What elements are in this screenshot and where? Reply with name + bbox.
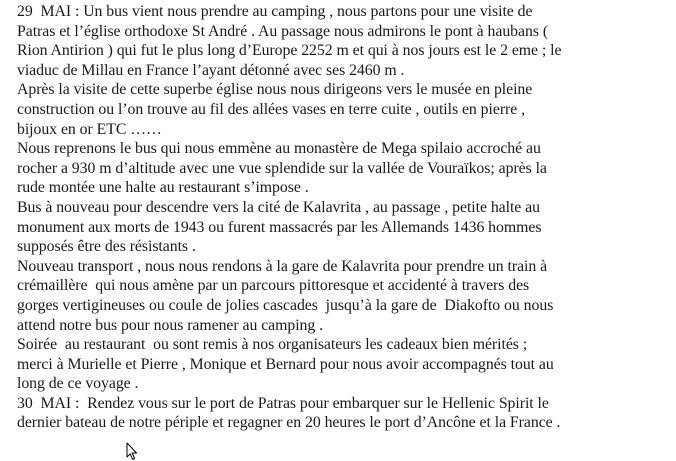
- text-line: merci à Murielle et Pierre , Monique et Bernard pour nous avoir accompagnés tout au: [17, 355, 554, 373]
- text-line: Patras et l’église orthodoxe St André . Au passage nous admirons le pont à haubans (: [17, 22, 549, 40]
- text-line: dernier bateau de notre périple et regagner en 20 heures le port d’Ancône et la France .: [17, 414, 561, 432]
- text-line: 29 MAI : Un bus vient nous prendre au camping , nous partons pour une visite de: [17, 3, 533, 20]
- text-line: Soirée au restaurant ou sont remis à nos organisateurs les cadeaux bien mérités ;: [17, 336, 528, 354]
- text-line: attend notre bus pour nous ramener au camping .: [17, 316, 324, 334]
- text-line: construction ou l’on trouve au fil des allées vases en terre cuite , outils en pierre ,: [17, 100, 526, 118]
- document-body: [17, 2, 667, 433]
- text-line: 30 MAI : Rendez vous sur le port de Patras pour embarquer sur le Hellenic Spirit le: [17, 394, 549, 412]
- text-line: crémaillère qui nous amène par un parcours pittoresque et accidenté à travers des: [17, 277, 530, 295]
- text-line: Nous reprenons le bus qui nous emmène au monastère de Mega spilaio accroché au: [17, 140, 541, 158]
- text-line: rude montée une halte au restaurant s’impose .: [17, 179, 309, 197]
- text-line: monument aux morts de 1943 ou furent massacrés par les Allemands 1436 hommes: [17, 218, 542, 236]
- text-line: Bus à nouveau pour descendre vers la cité de Kalavrita , au passage , petite halte au: [17, 198, 540, 216]
- text-line: Nouveau transport , nous nous rendons à la gare de Kalavrita pour prendre un train à: [17, 257, 548, 275]
- text-line: Rion Antirion ) qui fut le plus long d’Europe 2252 m et qui à nos jours est le 2 eme ; le: [17, 42, 562, 60]
- text-line: rocher a 930 m d’altitude avec une vue splendide sur la vallée de Vouraïkos; après la: [17, 159, 547, 177]
- mouse-pointer-icon: [126, 442, 138, 461]
- text-line: Après la visite de cette superbe église nous nous dirigeons vers le musée en pleine: [17, 81, 533, 99]
- text-line: supposés être des résistants .: [17, 238, 196, 256]
- text-line: viaduc de Millau en France l’ayant détonné avec ses 2460 m .: [17, 61, 405, 79]
- text-line: gorges vertigineuses ou coule de jolies cascades jusqu’à la gare de Diakofto ou nous: [17, 296, 554, 314]
- text-line: long de ce voyage .: [17, 375, 139, 393]
- text-line: bijoux en or ETC ……: [17, 120, 162, 138]
